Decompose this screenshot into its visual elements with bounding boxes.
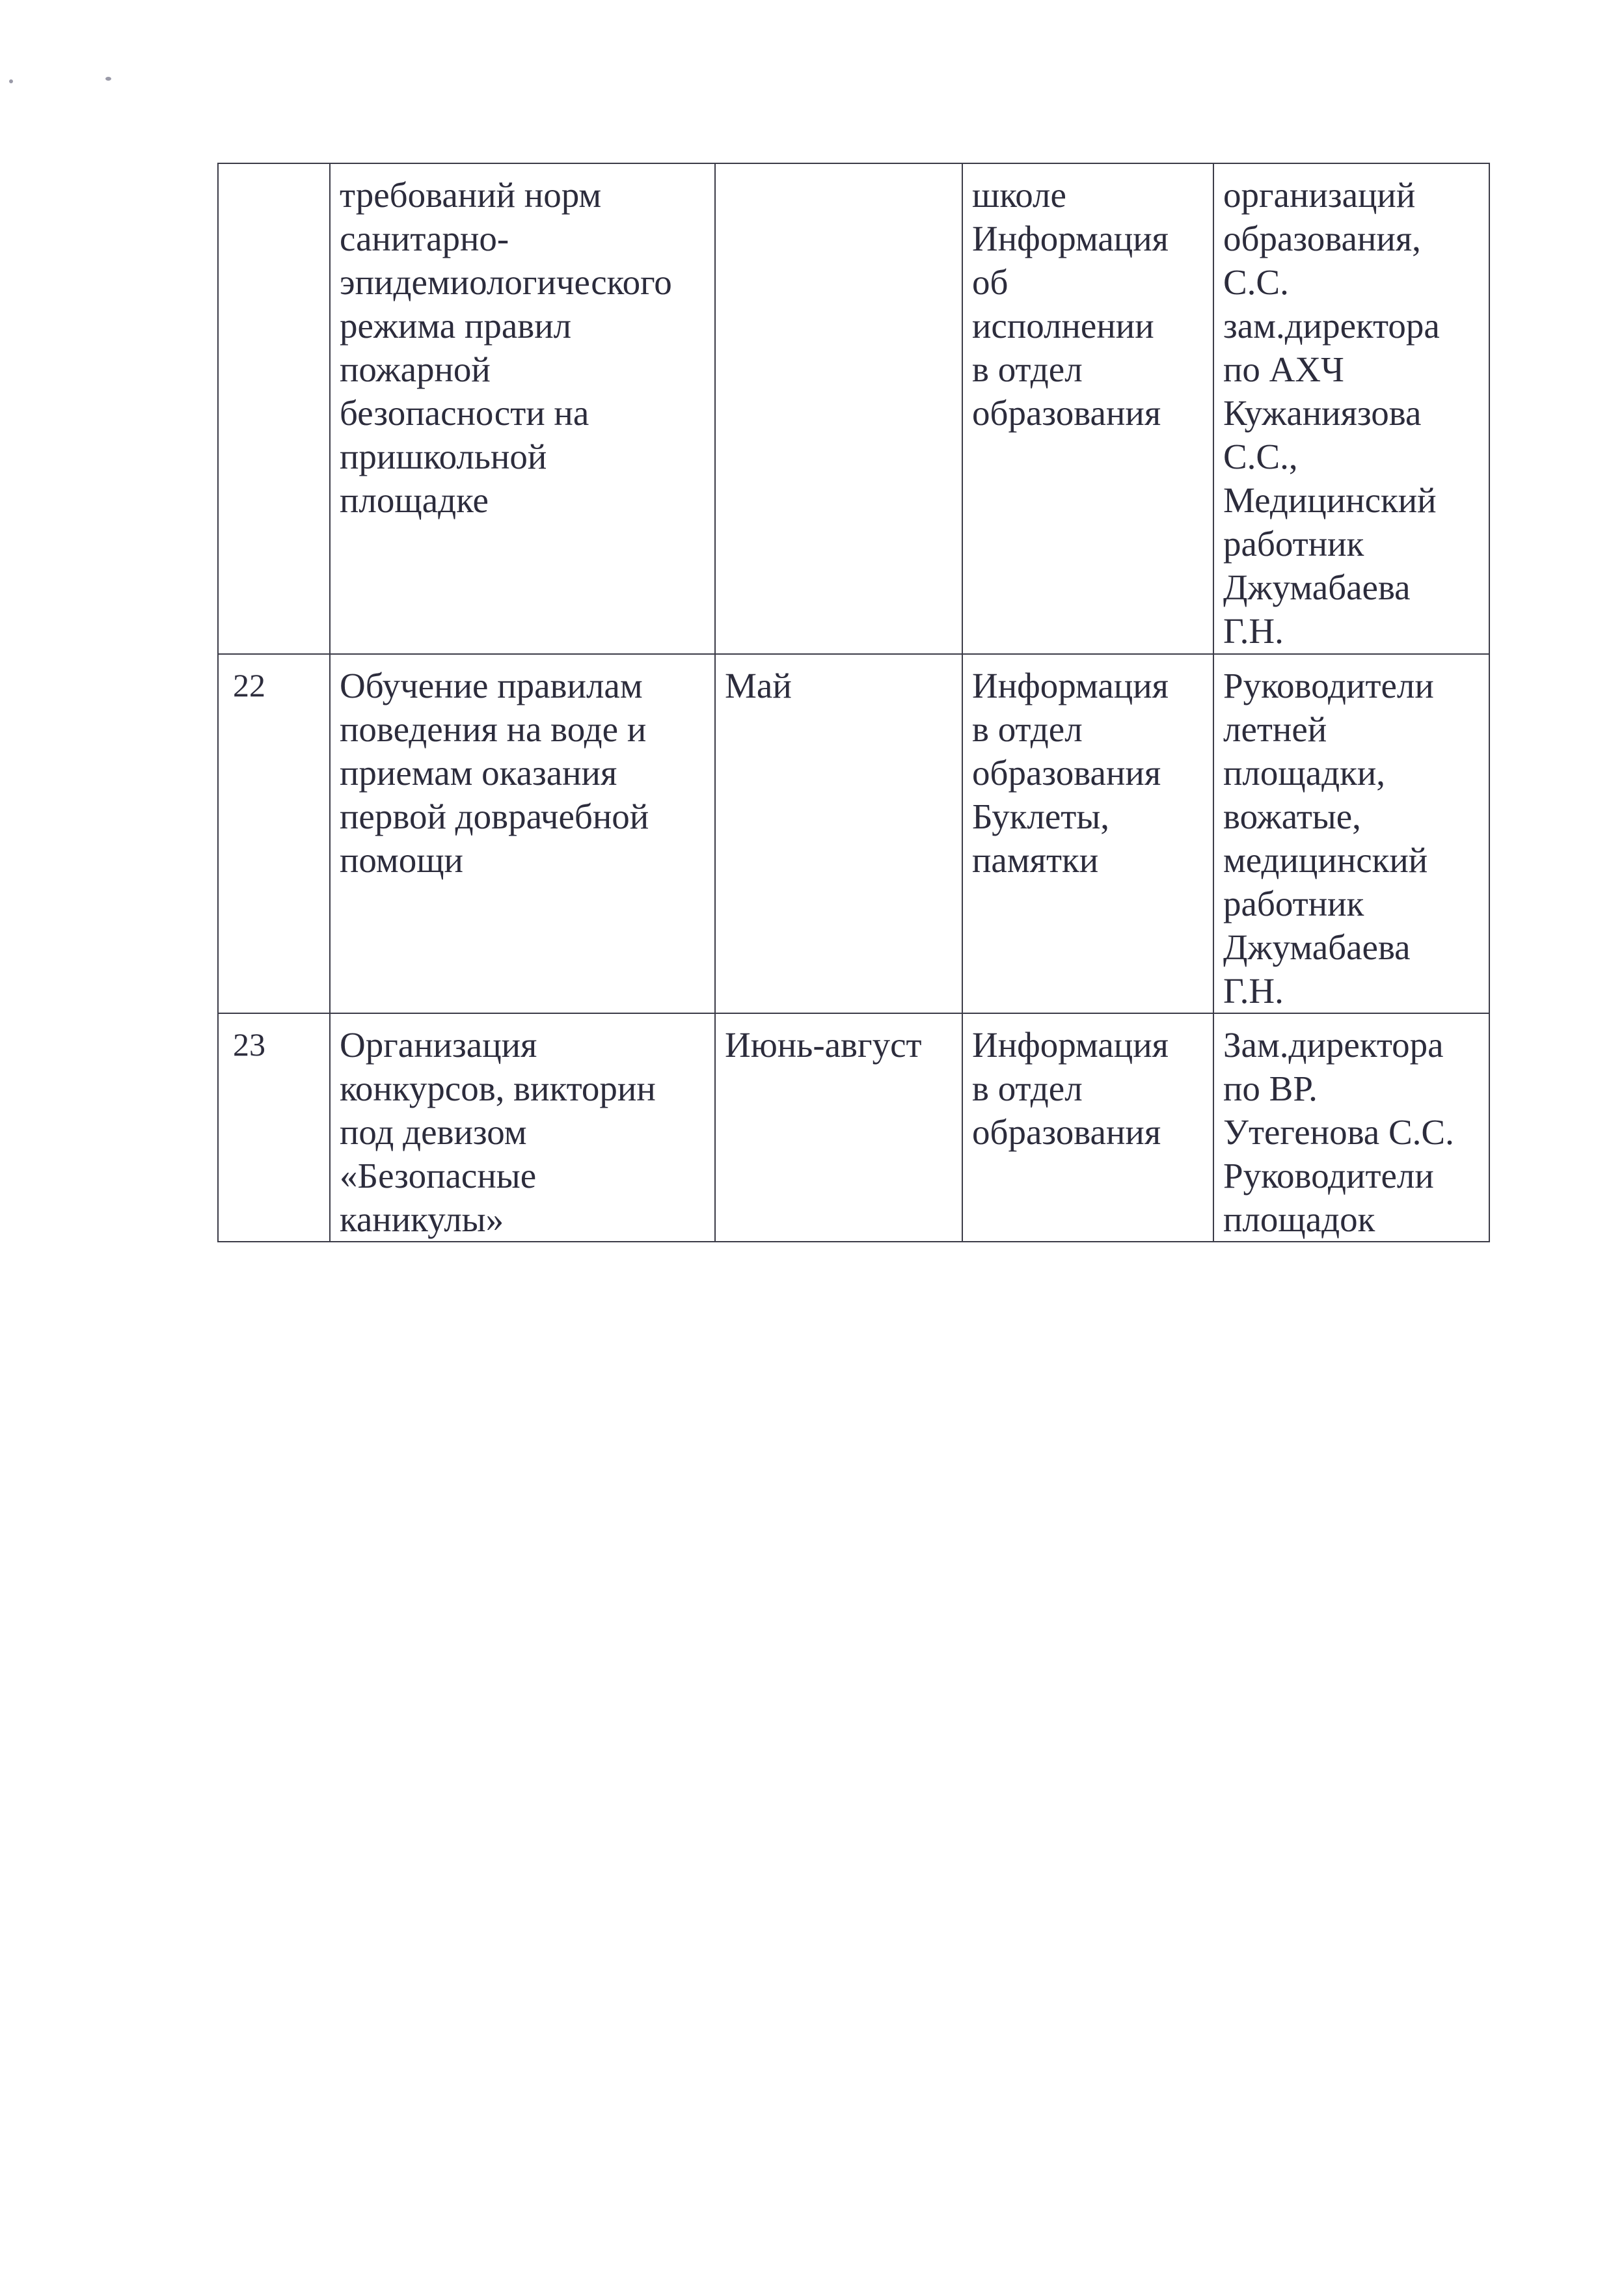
activity-line: под девизом bbox=[340, 1112, 527, 1152]
activity-line: пожарной bbox=[340, 349, 491, 389]
responsible-cell bbox=[1213, 163, 1489, 654]
form-line: исполнении bbox=[972, 306, 1154, 346]
form-cell bbox=[962, 1013, 1213, 1242]
form-line: Информация bbox=[972, 219, 1169, 258]
activity-line: конкурсов, викторин bbox=[340, 1069, 656, 1108]
responsible-line: летней bbox=[1223, 709, 1327, 749]
table-row bbox=[218, 163, 1489, 654]
table-row bbox=[218, 1013, 1489, 1242]
responsible-line: Кужаниязова bbox=[1223, 393, 1422, 433]
activity-line: приемам оказания bbox=[340, 753, 617, 793]
responsible-line: площадки, bbox=[1223, 753, 1386, 793]
activity-line: первой доврачебной bbox=[340, 797, 649, 836]
activity-line: режима правил bbox=[340, 306, 572, 346]
responsible-line: Г.Н. bbox=[1223, 611, 1284, 651]
activity-cell bbox=[330, 654, 715, 1013]
responsible-line: С.С., bbox=[1223, 437, 1298, 476]
responsible-line: работник bbox=[1223, 884, 1364, 923]
form-cell bbox=[962, 654, 1213, 1013]
activity-line: «Безопасные bbox=[340, 1156, 537, 1195]
form-line: образования bbox=[972, 1112, 1161, 1152]
activity-line: безопасности на bbox=[340, 393, 589, 433]
responsible-line: по ВР. bbox=[1223, 1069, 1318, 1108]
activity-line: санитарно- bbox=[340, 219, 509, 258]
activity-line: Обучение правилам bbox=[340, 666, 643, 705]
responsible-line: вожатые, bbox=[1223, 797, 1361, 836]
row-number-cell bbox=[218, 654, 330, 1013]
form-line: образования bbox=[972, 753, 1161, 793]
responsible-line: медицинский bbox=[1223, 840, 1428, 880]
activity-cell bbox=[330, 1013, 715, 1242]
responsible-line: Руководители bbox=[1223, 666, 1434, 705]
responsible-line: Медицинский bbox=[1223, 480, 1437, 520]
row-number: 23 bbox=[233, 1026, 265, 1063]
responsible-cell bbox=[1213, 1013, 1489, 1242]
responsible-line: Утегенова С.С. bbox=[1223, 1112, 1454, 1152]
responsible-line: организаций bbox=[1223, 175, 1416, 215]
responsible-line: работник bbox=[1223, 524, 1364, 564]
activity-line: Организация bbox=[340, 1025, 537, 1065]
responsible-line: образования, bbox=[1223, 219, 1421, 258]
responsible-line: Джумабаева bbox=[1223, 567, 1411, 607]
row-number: 22 bbox=[233, 667, 265, 703]
responsible-line: Г.Н. bbox=[1223, 971, 1284, 1011]
responsible-line: площадок bbox=[1223, 1199, 1375, 1239]
activity-line: каникулы» bbox=[340, 1199, 504, 1239]
activity-line: поведения на воде и bbox=[340, 709, 647, 749]
period-cell bbox=[715, 654, 962, 1013]
form-line: Информация bbox=[972, 1025, 1169, 1065]
form-line: школе bbox=[972, 175, 1066, 215]
activity-line: пришкольной bbox=[340, 437, 547, 476]
form-line: памятки bbox=[972, 840, 1099, 880]
responsible-line: С.С. bbox=[1223, 262, 1289, 302]
form-line: в отдел bbox=[972, 349, 1083, 389]
responsible-line: Зам.директора bbox=[1223, 1025, 1444, 1065]
responsible-line: по АХЧ bbox=[1223, 349, 1344, 389]
responsible-cell bbox=[1213, 654, 1489, 1013]
form-line: в отдел bbox=[972, 709, 1083, 749]
responsible-line: зам.директора bbox=[1223, 306, 1440, 346]
activity-line: помощи bbox=[340, 840, 463, 880]
row-number-cell bbox=[218, 163, 330, 654]
form-cell bbox=[962, 163, 1213, 654]
row-number-cell bbox=[218, 1013, 330, 1242]
period-cell bbox=[715, 1013, 962, 1242]
form-line: образования bbox=[972, 393, 1161, 433]
form-line: в отдел bbox=[972, 1069, 1083, 1108]
scan-speck bbox=[105, 77, 111, 81]
plan-table bbox=[217, 163, 1490, 1242]
period-line: Май bbox=[725, 666, 792, 705]
scan-speck bbox=[9, 79, 13, 83]
responsible-line: Джумабаева bbox=[1223, 927, 1411, 967]
form-line: Информация bbox=[972, 666, 1169, 705]
form-line: об bbox=[972, 262, 1008, 302]
activity-line: площадке bbox=[340, 480, 489, 520]
responsible-line: Руководители bbox=[1223, 1156, 1434, 1195]
period-cell bbox=[715, 163, 962, 654]
period-line: Июнь-август bbox=[725, 1025, 922, 1065]
activity-line: эпидемиологического bbox=[340, 262, 672, 302]
activity-line: требований норм bbox=[340, 175, 602, 215]
form-line: Буклеты, bbox=[972, 797, 1110, 836]
activity-cell bbox=[330, 163, 715, 654]
table-row bbox=[218, 654, 1489, 1013]
